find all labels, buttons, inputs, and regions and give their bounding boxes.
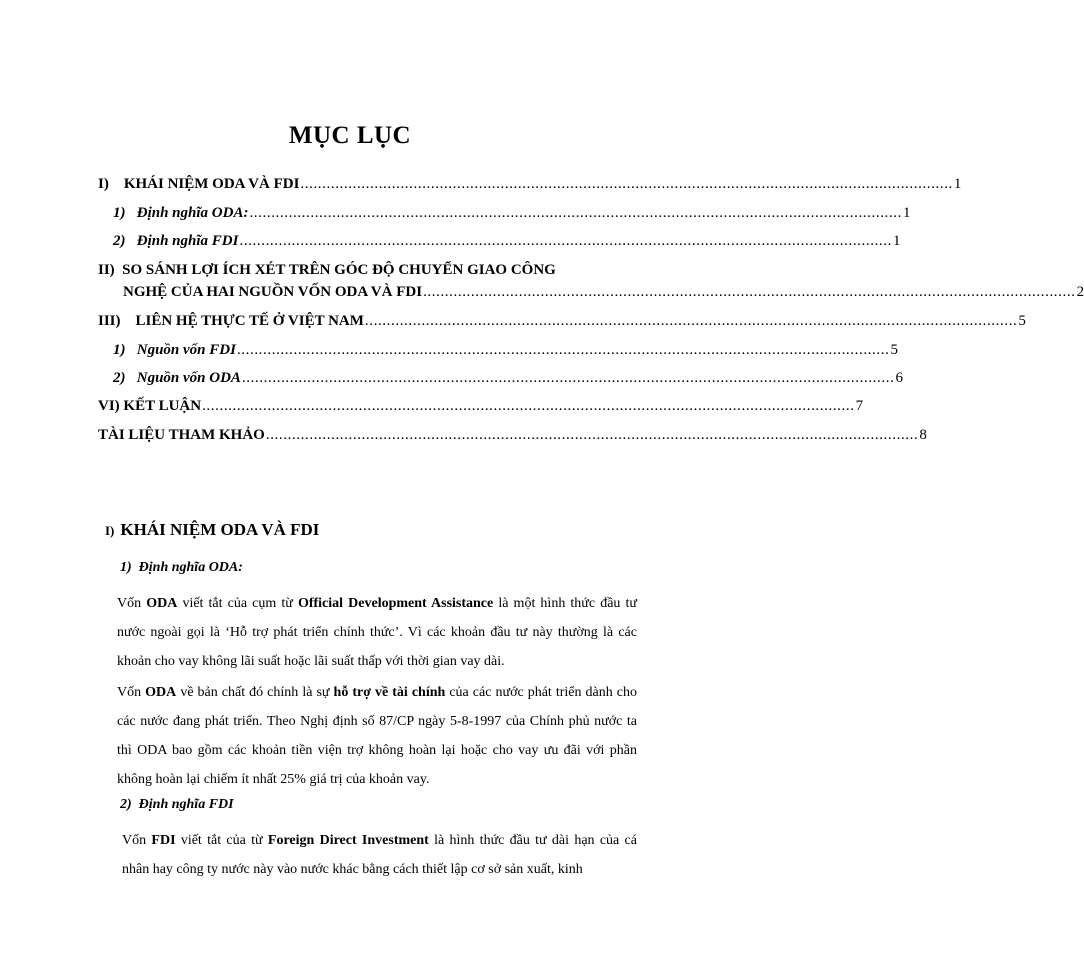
toc-entry[interactable] [98, 313, 1026, 330]
toc-page-number: 1 [902, 205, 911, 221]
toc-entry-label: TÀI LIỆU THAM KHẢO [98, 427, 265, 443]
section-number: I) [105, 523, 115, 538]
toc-leader: ...................................................................................................................................................... [265, 427, 919, 443]
toc-leader: ...................................................................................................................................................... [249, 205, 902, 221]
toc-entry-label: 1) Nguồn vốn FDI [113, 342, 236, 358]
toc-entry-label: VI) KẾT LUẬN [98, 398, 202, 414]
subsection-heading: 1) Định nghĩa ODA: [120, 560, 243, 575]
toc-page-number: 8 [919, 427, 927, 443]
paragraph: Vốn FDI viết tắt của từ Foreign Direct Investment là hình thức đầu tư dài hạn của cá nhân hay công ty nước này vào nước khác bằng cách thiết lập cơ sở sản xuất, kinh [122, 833, 637, 877]
paragraph: Vốn ODA về bản chất đó chính là sự hỗ trợ về tài chính của các nước phát triển dành cho các nước đang phát triển. Theo Nghị định số 87/CP ngày 5-8-1997 của Chính phủ nước ta thì ODA bao gồm các khoản tiền viện trợ không hoàn lại hoặc cho vay ưu đãi với phần không hoàn lại chiếm ít nhất 25% giá trị của khoản vay. [117, 685, 637, 787]
toc-page-number: 2 [1076, 284, 1084, 300]
toc-entry[interactable] [113, 342, 898, 359]
paragraph: Vốn ODA viết tắt của cụm từ Official Development Assistance là một hình thức đầu tư nước ngoài gọi là ‘Hỗ trợ phát triển chính thức’. Vì các khoản đầu tư này thường là các khoản cho vay không lãi suất hoặc lãi suất thấp với thời gian vay dài. [117, 596, 638, 669]
toc-entry[interactable] [113, 233, 901, 250]
toc-entry-label: 2) Định nghĩa FDI [113, 233, 239, 249]
toc-leader: ...................................................................................................................................................... [236, 342, 890, 358]
toc-entry-label: 1) Định nghĩa ODA: [113, 205, 249, 221]
toc-leader: ...................................................................................................................................................... [202, 398, 855, 414]
toc-page-number: 5 [1018, 313, 1026, 329]
toc-entry-label: NGHỆ CỦA HAI NGUỒN VỐN ODA VÀ FDI [123, 284, 423, 300]
toc-entry[interactable] [98, 427, 927, 444]
toc-leader: ...................................................................................................................................................... [423, 284, 1076, 300]
toc-entry[interactable] [123, 284, 1084, 301]
toc-entry-label: III) LIÊN HỆ THỰC TẾ Ở VIỆT NAM [98, 313, 364, 329]
section-heading [105, 520, 319, 540]
toc-leader: ...................................................................................................................................................... [239, 233, 892, 249]
toc-entry-label: I) KHÁI NIỆM ODA VÀ FDI [98, 176, 300, 192]
toc-entry[interactable] [98, 398, 864, 415]
subsection-heading: 2) Định nghĩa FDI [120, 797, 234, 812]
toc-leader: ...................................................................................................................................................... [300, 176, 953, 192]
toc-entry-label-line1[interactable]: II) SO SÁNH LỢI ÍCH XÉT TRÊN GÓC ĐỘ CHUYỂN GIAO CÔNG [98, 262, 556, 278]
section-title: KHÁI NIỆM ODA VÀ FDI [120, 520, 320, 539]
toc-page-number: 1 [953, 176, 962, 192]
toc-page-number: 6 [895, 370, 903, 386]
toc-title: MỤC LỤC [288, 122, 412, 149]
toc-entry[interactable] [113, 370, 903, 387]
toc-leader: ...................................................................................................................................................... [241, 370, 895, 386]
toc-entry[interactable] [98, 176, 962, 193]
toc-page-number: 5 [890, 342, 898, 358]
toc-entry-label: 2) Nguồn vốn ODA [113, 370, 241, 386]
toc-page-number: 1 [892, 233, 901, 249]
toc-entry[interactable] [113, 205, 911, 222]
toc-page-number: 7 [855, 398, 864, 414]
toc-leader: ...................................................................................................................................................... [364, 313, 1018, 329]
